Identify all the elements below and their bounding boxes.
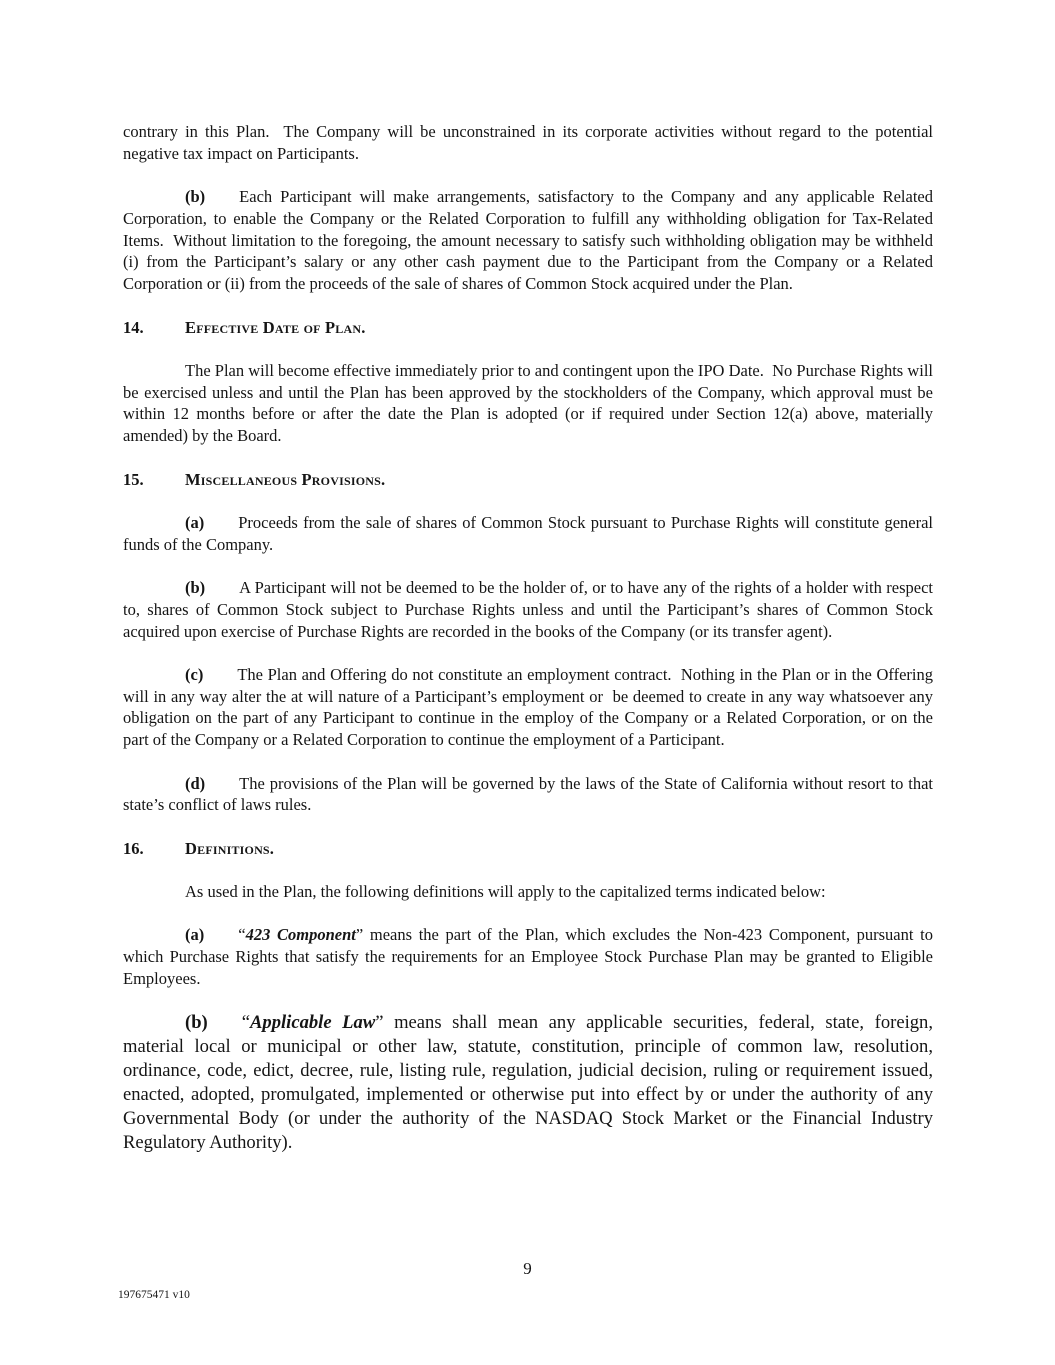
paragraph-label: (a): [185, 925, 205, 945]
paragraph-15b: [123, 577, 933, 642]
page-number: 9: [523, 1259, 532, 1278]
definition-text: means shall mean any applicable securities, federal, state, foreign, material local or municipal or other law, statute, constitution, principle of common law, resolution, ordinance, code, edict, decree, rule, listing rule, regulation, judicial decision, ruling or requirement issued, enacted, adopted, promulgated, implemented or otherwise put into effect by or under the authority of any Governmental Body (or under the authority of the NASDAQ Stock Market or the Financial Industry Regulatory Authority).: [123, 1012, 933, 1153]
section-number: 14.: [123, 317, 144, 337]
paragraph-13b: [123, 186, 933, 295]
section-number: 15.: [123, 469, 144, 489]
paragraph-15d: [123, 773, 933, 817]
paragraph-label: (b): [185, 187, 206, 207]
open-quote: “: [238, 925, 246, 945]
paragraph-continuation: contrary in this Plan. The Company will be unconstrained in its corporate activities without regard to the potential negative tax impact on Participants.: [123, 122, 933, 163]
section-heading-16: [123, 838, 933, 860]
paragraph-label: (d): [185, 773, 206, 793]
section-number: 16.: [123, 838, 144, 858]
paragraph-15c: [123, 664, 933, 751]
close-quote: ”: [355, 925, 364, 945]
paragraph-text: The Plan and Offering do not constitute an employment contract. Nothing in the Plan or in the Offering will in any way alter the at will nature of a Participant’s employment or be deemed to create in any way whatsoever any obligation on the part of any Participant to continue in the employ of the Company or a Related Corporation, or on the part of the Company or a Related Corporation to continue the employment of a Participant.: [123, 664, 933, 750]
section-heading-14: [123, 317, 933, 339]
definition-text: means the part of the Plan, which excludes the Non-423 Component, pursuant to which Purchase Rights that satisfy the requirements for an Employee Stock Purchase Plan may be granted to Eligible Employees.: [123, 925, 933, 988]
definition-term: 423 Component: [245, 925, 356, 945]
paragraph-label: (a): [185, 512, 205, 532]
paragraph-text: The provisions of the Plan will be governed by the laws of the State of California without resort to that state’s conflict of laws rules.: [123, 773, 933, 815]
section-title: Effective Date of Plan.: [185, 317, 366, 337]
paragraph-text: Each Participant will make arrangements, satisfactory to the Company and any applicable Related Corporation, to enable the Company or the Related Corporation to fulfill any withholding obligation for Tax-Related Items. Without limitation to the foregoing, the amount necessary to satisfy such withholding obligation may be withheld (i) from the Participant’s salary or any other cash payment due to the Participant from the Company or a Related Corporation or (ii) from the proceeds of the sale of shares of Common Stock acquired under the Plan.: [123, 187, 933, 294]
open-quote: “: [241, 1012, 250, 1034]
paragraph-14-body: The Plan will become effective immediately prior to and contingent upon the IPO Date. No Purchase Rights will be exercised unless and until the Plan has been approved by the stockholders of the Company, which approval must be within 12 months before or after the date the Plan is adopted (or if required under Section 12(a) above, materially amended) by the Board.: [123, 360, 933, 446]
close-quote: ”: [375, 1012, 384, 1034]
paragraph-16-intro: As used in the Plan, the following definitions will apply to the capitalized terms indicated below:: [185, 881, 826, 901]
paragraph-text: Proceeds from the sale of shares of Common Stock pursuant to Purchase Rights will constitute general funds of the Company.: [123, 512, 933, 554]
paragraph-text: A Participant will not be deemed to be the holder of, or to have any of the rights of a holder with respect to, shares of Common Stock subject to Purchase Rights unless and until the Participant’s shares of Common Stock acquired upon exercise of Purchase Rights are recorded in the books of the Company (or its transfer agent).: [123, 577, 933, 641]
section-heading-15: [123, 469, 933, 491]
section-title: Definitions.: [185, 838, 275, 858]
paragraph-label: (b): [185, 1012, 208, 1034]
document-body: [123, 121, 933, 1176]
paragraph-15a: [123, 512, 933, 556]
doc-id-footer: 197675471 v10: [118, 1289, 190, 1301]
section-title: Miscellaneous Provisions.: [185, 469, 386, 489]
paragraph-label: (c): [185, 664, 204, 684]
paragraph-label: (b): [185, 577, 206, 597]
definition-term: Applicable Law: [250, 1012, 376, 1034]
definition-16b: [123, 1011, 933, 1154]
definition-16a: [123, 924, 933, 989]
